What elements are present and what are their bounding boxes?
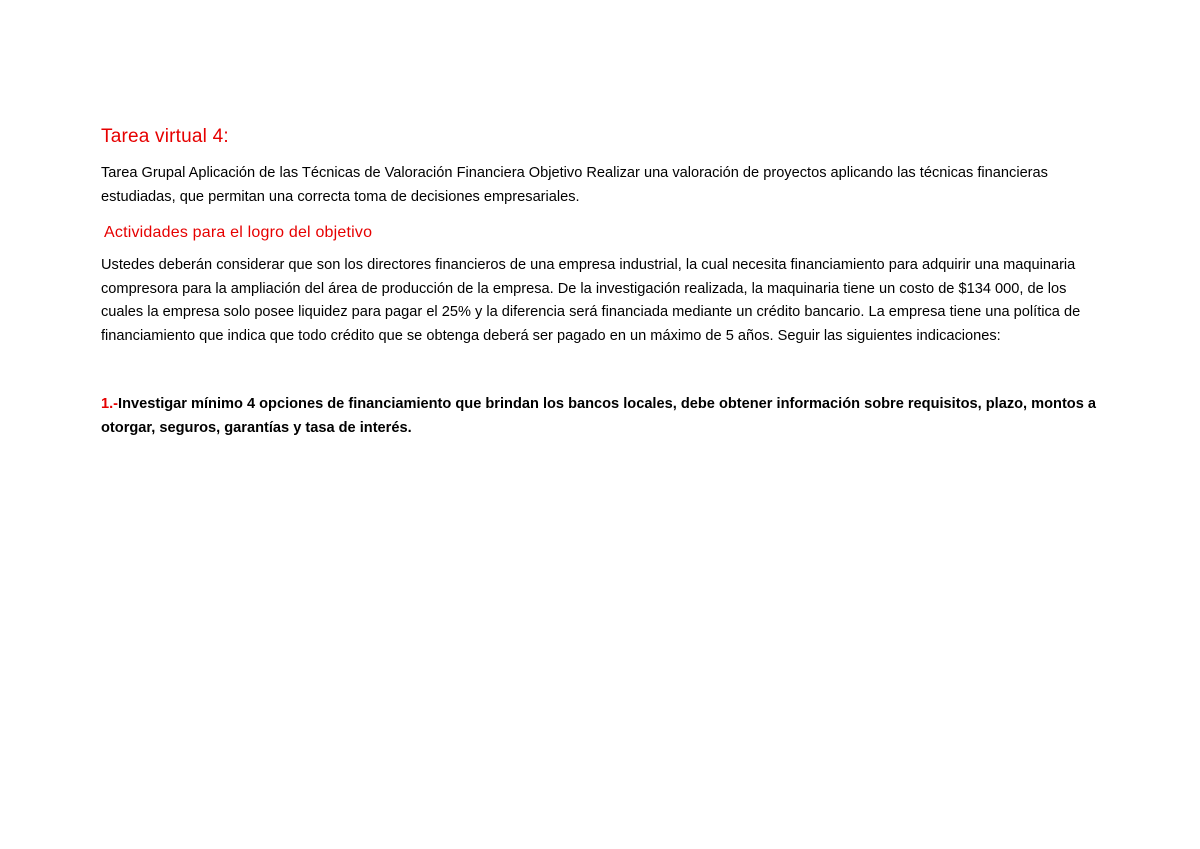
document-title: Tarea virtual 4: (101, 126, 229, 147)
task-number: 1.- (101, 396, 119, 412)
body-paragraph: Ustedes deberán considerar que son los directores financieros de una empresa industrial, la cual necesita financiamiento para adquirir una maquinaria compresora para la ampliación del área de producción de la empresa. De la investigación realizada, la maquinaria tiene un costo de $134 000, de los cuales la empresa solo posee liquidez para pagar el 25% y la diferencia será financiada mediante un crédito bancario. La empresa tiene una política de financiamiento que indica que todo crédito que se obtenga deberá ser pagado en un máximo de 5 años. Seguir las siguientes indicaciones: (101, 257, 1081, 344)
task-text: Investigar mínimo 4 opciones de financiamiento que brindan los bancos locales, debe obtener información sobre requisitos, plazo, montos a otorgar, seguros, garantías y tasa de interés. (101, 396, 1097, 436)
task-item-1 (101, 393, 1101, 440)
document-content (101, 124, 1101, 440)
intro-paragraph: Tarea Grupal Aplicación de las Técnicas de Valoración Financiera Objetivo Realizar una valoración de proyectos aplicando las técnicas financieras estudiadas, que permitan una correcta toma de decisiones empresariales. (101, 165, 1048, 205)
activities-heading: Actividades para el logro del objetivo (104, 224, 373, 241)
